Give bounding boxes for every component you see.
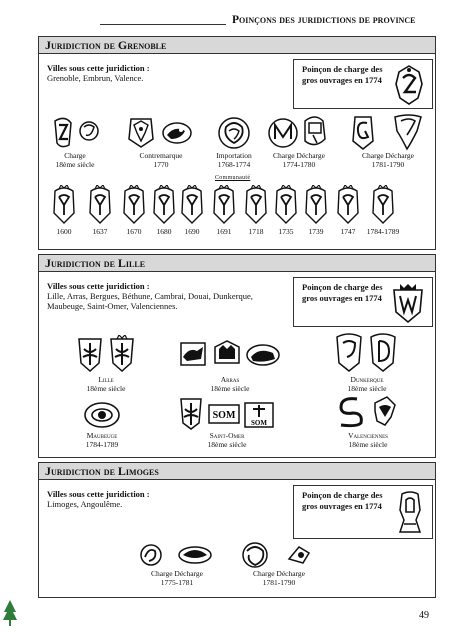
villes-lille (47, 281, 287, 311)
year-label: 1637 (92, 227, 108, 236)
mark-label: Charge Décharge 1781-1790 (253, 569, 305, 587)
hallmark-icon (335, 393, 401, 429)
hallmark-icon (303, 185, 329, 225)
year-label: 1680 (156, 227, 172, 236)
villes-limoges (47, 489, 297, 509)
mark-label: Lille 18ème siècle (86, 375, 126, 393)
villes-grenoble (47, 63, 297, 83)
hallmark-icon (83, 401, 121, 429)
villes-list: Lille, Arras, Bergues, Béthune, Cambrai, Douai, Dunkerque, Maubeuge, Saint-Omer, Valenciennes. (47, 291, 253, 311)
hallmark-icon (179, 185, 205, 225)
mark-label: Saint-Omer 18ème siècle (207, 431, 247, 449)
hallmark-icon (51, 115, 103, 151)
svg-text:SOM: SOM (212, 410, 236, 421)
mark-label: Arras 18ème siècle (210, 375, 250, 393)
hallmark-icon (335, 185, 361, 225)
hallmark-icon (87, 185, 113, 225)
year-label: 1735 (278, 227, 294, 236)
hallmark-icon (73, 335, 139, 373)
villes-list: Limoges, Angoulême. (47, 499, 123, 509)
hallmark-icon (125, 117, 195, 149)
year-label: 1600 (56, 227, 72, 236)
year-label: 1670 (126, 227, 142, 236)
hallmark-icon (394, 490, 426, 536)
year-label: 1718 (248, 227, 264, 236)
mark-label: Charge Décharge 1781-1790 (362, 151, 414, 169)
hallmark-icon (175, 395, 275, 431)
section-title-lille: Juridiction de Lille (39, 255, 435, 272)
mark-label: Charge Décharge 1775-1781 (151, 569, 203, 587)
hallmark-icon (217, 115, 251, 151)
hallmark-icon (51, 185, 77, 225)
hallmark-icon (347, 113, 427, 151)
year-label: 1691 (216, 227, 232, 236)
year-label: 1747 (340, 227, 356, 236)
hallmark-icon (243, 185, 269, 225)
mark-label: Charge 18ème siècle (55, 151, 95, 169)
mark-label: Charge Décharge 1774-1780 (273, 151, 325, 169)
year-label: 1690 (184, 227, 200, 236)
poincon-box-grenoble (293, 59, 433, 109)
year-label: 1739 (308, 227, 324, 236)
section-title-limoges: Juridiction de Limoges (39, 463, 435, 480)
villes-title: Villes sous cette juridiction : (47, 281, 150, 291)
mark-label: Maubeuge 1784-1789 (85, 431, 119, 449)
hallmark-icon (267, 113, 331, 151)
hallmark-icon (139, 543, 215, 567)
mark-label: Dunkerque 18ème siècle (347, 375, 387, 393)
hallmark-icon (390, 282, 426, 324)
section-grenoble (38, 36, 436, 250)
hallmark-icon (121, 185, 147, 225)
year-label: 1784-1789 (366, 227, 400, 236)
hallmark-icon (392, 64, 426, 106)
section-title-grenoble: Juridiction de Grenoble (39, 37, 435, 54)
communaute-label: Communauté (215, 175, 251, 181)
hallmark-icon (361, 185, 405, 225)
poincon-box-lille (293, 277, 433, 327)
page-number: 49 (419, 610, 429, 621)
villes-list: Grenoble, Embrun, Valence. (47, 73, 144, 83)
poincon-box-limoges (293, 485, 433, 539)
villes-title: Villes sous cette juridiction : (47, 489, 150, 499)
hallmark-icon (333, 331, 399, 373)
poincon-text: Poinçon de charge des gros ouvrages en 1774 (302, 282, 383, 303)
section-limoges (38, 462, 436, 598)
mark-label: Valenciennes 18ème siècle (348, 431, 388, 449)
hallmark-icon (273, 185, 299, 225)
section-lille (38, 254, 436, 458)
hallmark-icon (151, 185, 177, 225)
poincon-text: Poinçon de charge des gros ouvrages en 1774 (302, 490, 383, 511)
hallmark-icon (177, 337, 281, 371)
poincon-text: Poinçon de charge des gros ouvrages en 1774 (302, 64, 383, 85)
header-rule (100, 24, 226, 25)
mark-label: Importation 1768-1774 (216, 151, 252, 169)
svg-text:SOM: SOM (251, 419, 267, 427)
mark-label: Contremarque 1770 (139, 151, 183, 169)
hallmark-icon (241, 541, 317, 569)
tree-logo-icon (2, 598, 18, 628)
villes-title: Villes sous cette juridiction : (47, 63, 150, 73)
hallmark-icon (211, 185, 237, 225)
page-header-title: Poinçons des juridictions de province (232, 14, 416, 26)
